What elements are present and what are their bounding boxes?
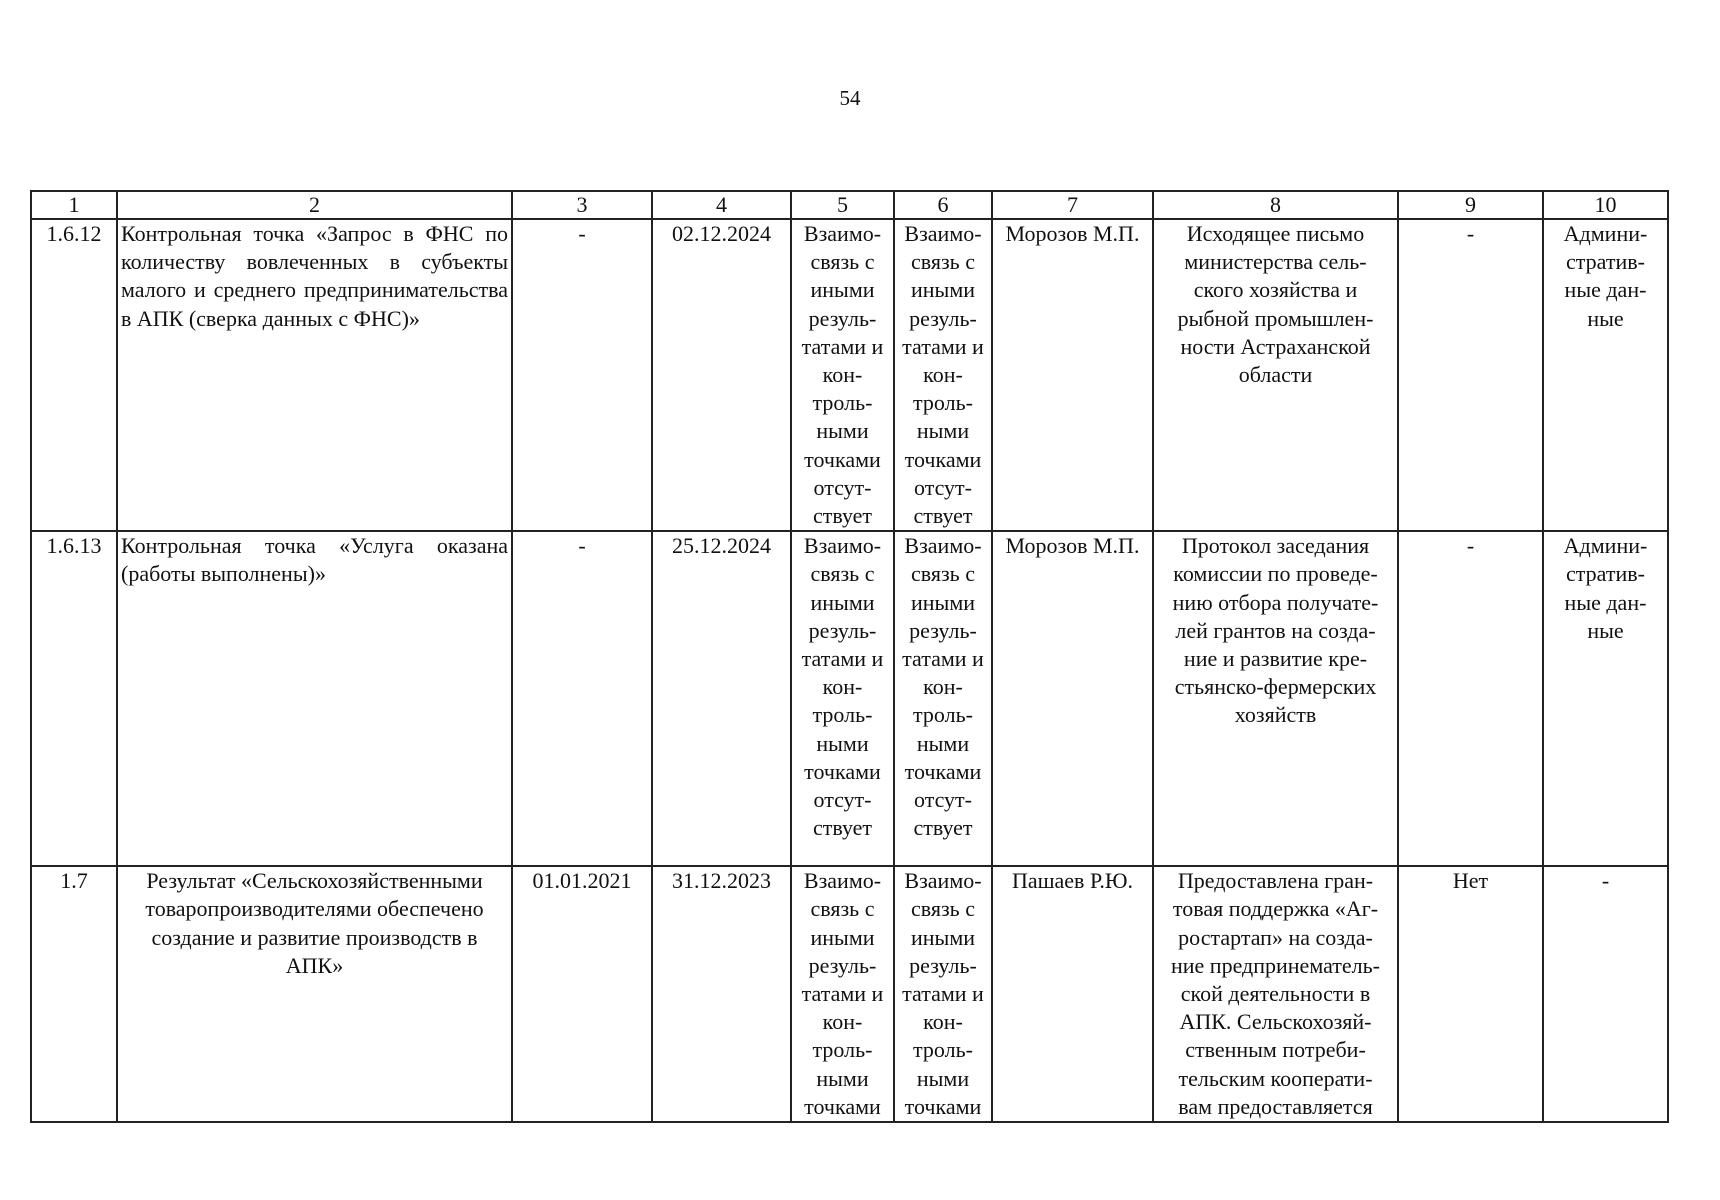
column-9-value: - — [1398, 531, 1543, 866]
column-10-value: Админи- стратив- ные дан- ные — [1543, 531, 1668, 866]
end-date: 31.12.2023 — [652, 866, 791, 1122]
row-number: 1.6.12 — [31, 219, 117, 531]
table-row — [31, 531, 1668, 866]
column-9-value: Нет — [1398, 866, 1543, 1122]
responsible-person: Морозов М.П. — [992, 219, 1153, 531]
relation-previous: Взаимо- связь с иными резуль- татами и кон- троль- ными точками — [791, 866, 894, 1122]
header-cell-10: 10 — [1543, 191, 1668, 219]
column-10-value: - — [1543, 866, 1668, 1122]
row-name: Контрольная точка «Запрос в ФНС по количеству вовлеченных в субъекты малого и среднего предпринимательства в АПК (сверка данных с ФНС)» — [117, 219, 512, 531]
page-number: 54 — [839, 86, 861, 110]
start-date: 01.01.2021 — [512, 866, 652, 1122]
header-cell-5: 5 — [791, 191, 894, 219]
column-10-value: Админи- стратив- ные дан- ные — [1543, 219, 1668, 531]
result-document: Исходящее письмо министерства сель- ского хозяйства и рыбной промышлен- ности Астраханской области — [1153, 219, 1398, 531]
header-row — [31, 191, 1668, 219]
relation-previous: Взаимо- связь с иными резуль- татами и кон- троль- ными точками отсут- ствует — [791, 531, 894, 866]
table-row — [31, 866, 1668, 1122]
header-cell-7: 7 — [992, 191, 1153, 219]
header-cell-8: 8 — [1153, 191, 1398, 219]
result-document: Предоставлена гран- товая поддержка «Аг- ростартап» на созда- ние предпринематель- ской деятельности в АПК. Сельскохозяй- ственным потреби- тельским кооперати- вам предоставляется — [1153, 866, 1398, 1122]
header-cell-4: 4 — [652, 191, 791, 219]
start-date: - — [512, 531, 652, 866]
row-name: Результат «Сельскохозяйственными товаропроизводителями обеспечено создание и развитие производств в АПК» — [117, 866, 512, 1122]
header-cell-1: 1 — [31, 191, 117, 219]
end-date: 02.12.2024 — [652, 219, 791, 531]
row-number: 1.7 — [31, 866, 117, 1122]
column-9-value: - — [1398, 219, 1543, 531]
relation-next: Взаимо- связь с иными резуль- татами и кон- троль- ными точками отсут- ствует — [894, 219, 992, 531]
row-number: 1.6.13 — [31, 531, 117, 866]
responsible-person: Морозов М.П. — [992, 531, 1153, 866]
end-date: 25.12.2024 — [652, 531, 791, 866]
row-name: Контрольная точка «Услуга оказана (работы выполнены)» — [117, 531, 512, 866]
header-cell-6: 6 — [894, 191, 992, 219]
result-document: Протокол заседания комиссии по проведе- нию отбора получате- лей грантов на созда- ние и развитие кре- стьянско-фермерских хозяйств — [1153, 531, 1398, 866]
responsible-person: Пашаев Р.Ю. — [992, 866, 1153, 1122]
header-cell-9: 9 — [1398, 191, 1543, 219]
relation-next: Взаимо- связь с иными резуль- татами и кон- троль- ными точками — [894, 866, 992, 1122]
header-cell-2: 2 — [117, 191, 512, 219]
relation-next: Взаимо- связь с иными резуль- татами и кон- троль- ными точками отсут- ствует — [894, 531, 992, 866]
document-table — [30, 190, 1669, 1123]
header-cell-3: 3 — [512, 191, 652, 219]
relation-previous: Взаимо- связь с иными резуль- татами и кон- троль- ными точками отсут- ствует — [791, 219, 894, 531]
table-row — [31, 219, 1668, 531]
start-date: - — [512, 219, 652, 531]
